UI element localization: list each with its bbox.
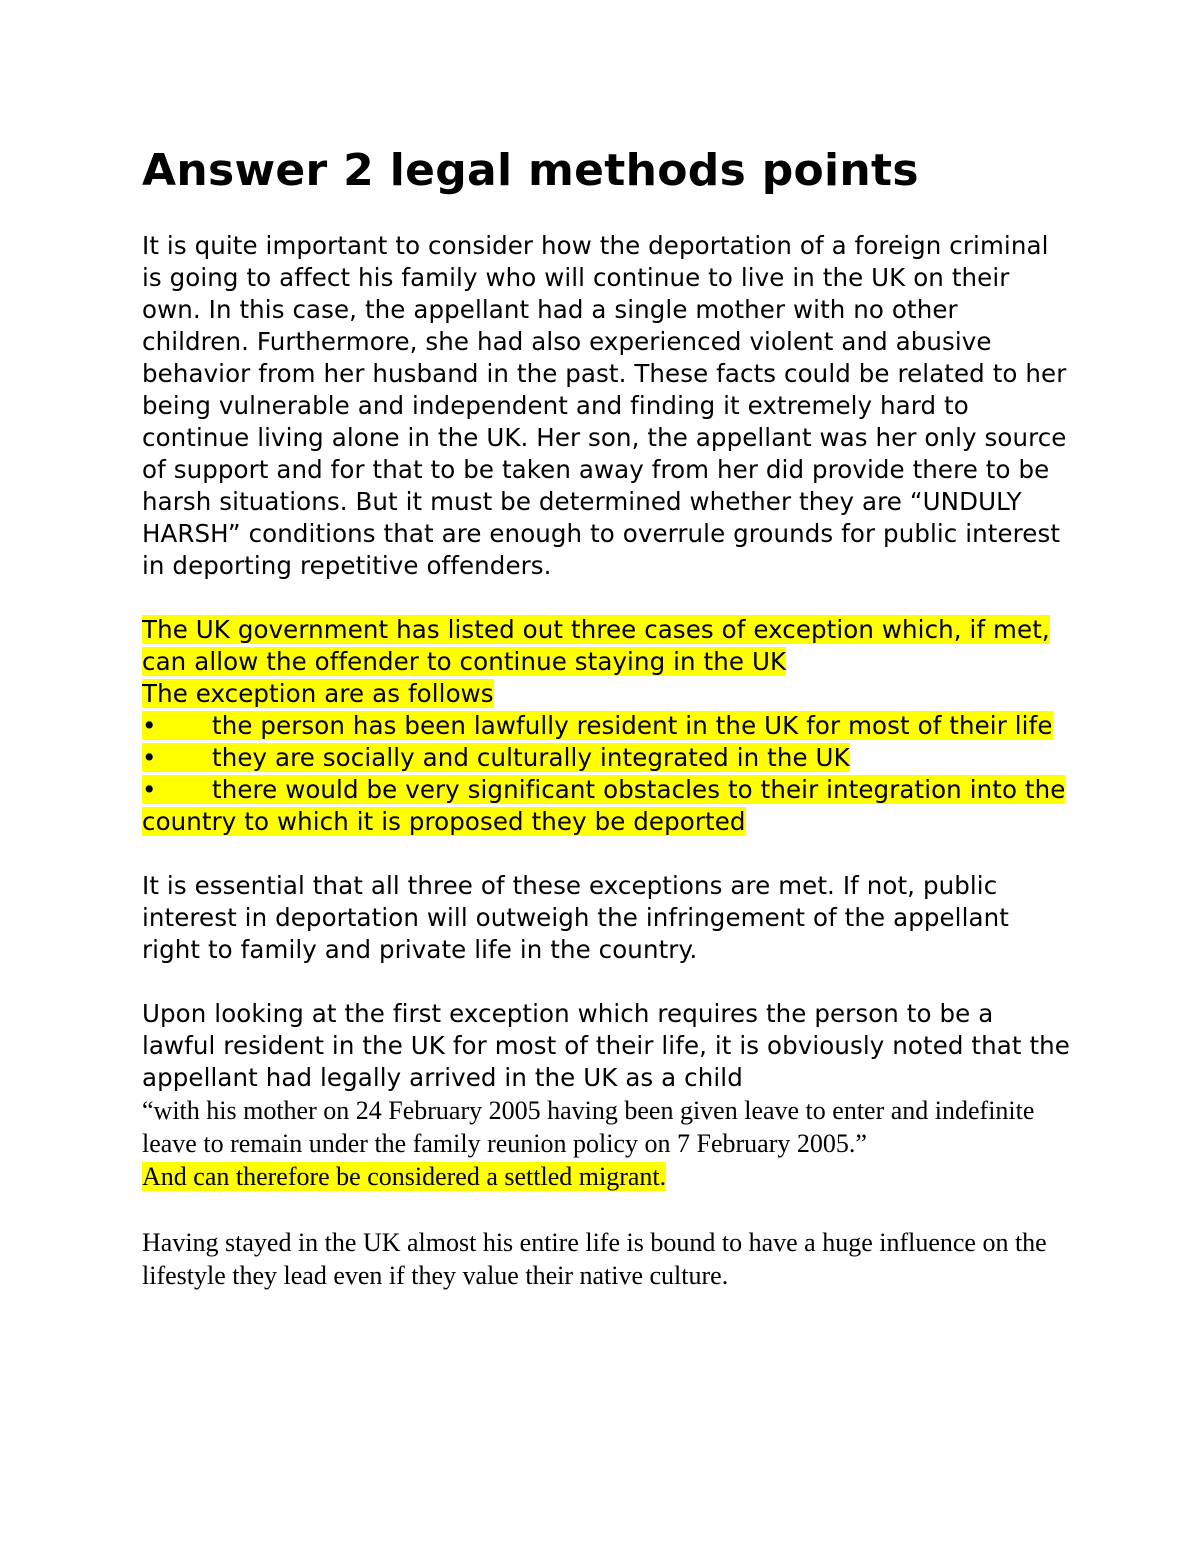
paragraph-exceptions-requirement: It is essential that all three of these exceptions are met. If not, public interest in deportation will outweigh the infringement of the appellant right to family and private life in the country.	[142, 871, 1009, 964]
quoted-arrival-details	[142, 1094, 1072, 1193]
exception-text-3: there would be very significant obstacles to their integration into the country to which it is proposed they be deported	[142, 775, 1066, 836]
quote-text: “with his mother on 24 February 2005 having been given leave to enter and indefinite leave to remain under the family reunion policy on 7 February 2005.”	[142, 1096, 1035, 1158]
exception-bullet-2	[142, 742, 1072, 774]
paragraph-gap	[142, 838, 1072, 870]
exception-text-2: they are socially and culturally integrated in the UK	[212, 743, 850, 772]
paragraph-family-impact: It is quite important to consider how the deportation of a foreign criminal is going to affect his family who will continue to live in the UK on their own. In this case, the appellant had a single mother with no other children. Furthermore, she had also experienced violent and abusive behavior from her husband in the past. These facts could be related to her being vulnerable and independent and finding it extremely hard to continue living alone in the UK. Her son, the appellant was her only source of support and for that to be taken away from her did provide there to be harsh situations. But it must be determined whether they are “UNDULY HARSH” conditions that are enough to overrule grounds for public interest in deporting repetitive offenders.	[142, 231, 1067, 580]
document-title: Answer 2 legal methods points	[142, 145, 919, 196]
exception-bullet-1	[142, 710, 1072, 742]
highlighted-exceptions-heading: The exception are as follows	[142, 679, 494, 708]
paragraph-gap	[142, 582, 1072, 614]
highlighted-exceptions-block	[142, 614, 1072, 838]
document-page	[142, 140, 1072, 1292]
paragraph-gap	[142, 1193, 1072, 1226]
bullet-icon: •	[142, 775, 157, 804]
exception-bullet-3	[142, 774, 1072, 838]
paragraph-lifestyle-influence: Having stayed in the UK almost his entire life is bound to have a huge influence on the lifestyle they lead even if they value their native culture.	[142, 1228, 1047, 1290]
bullet-icon: •	[142, 711, 157, 740]
paragraph-first-exception: Upon looking at the first exception which requires the person to be a lawful resident in the UK for most of their life, it is obviously noted that the appellant had legally arrived in the UK as a child	[142, 999, 1070, 1092]
paragraph-gap	[142, 966, 1072, 998]
bullet-icon: •	[142, 743, 157, 772]
highlighted-settled-migrant: And can therefore be considered a settled migrant.	[142, 1162, 667, 1191]
exception-text-1: the person has been lawfully resident in the UK for most of their life	[212, 711, 1053, 740]
highlighted-intro-line: The UK government has listed out three cases of exception which, if met, can allow the offender to continue staying in the UK	[142, 615, 1050, 676]
